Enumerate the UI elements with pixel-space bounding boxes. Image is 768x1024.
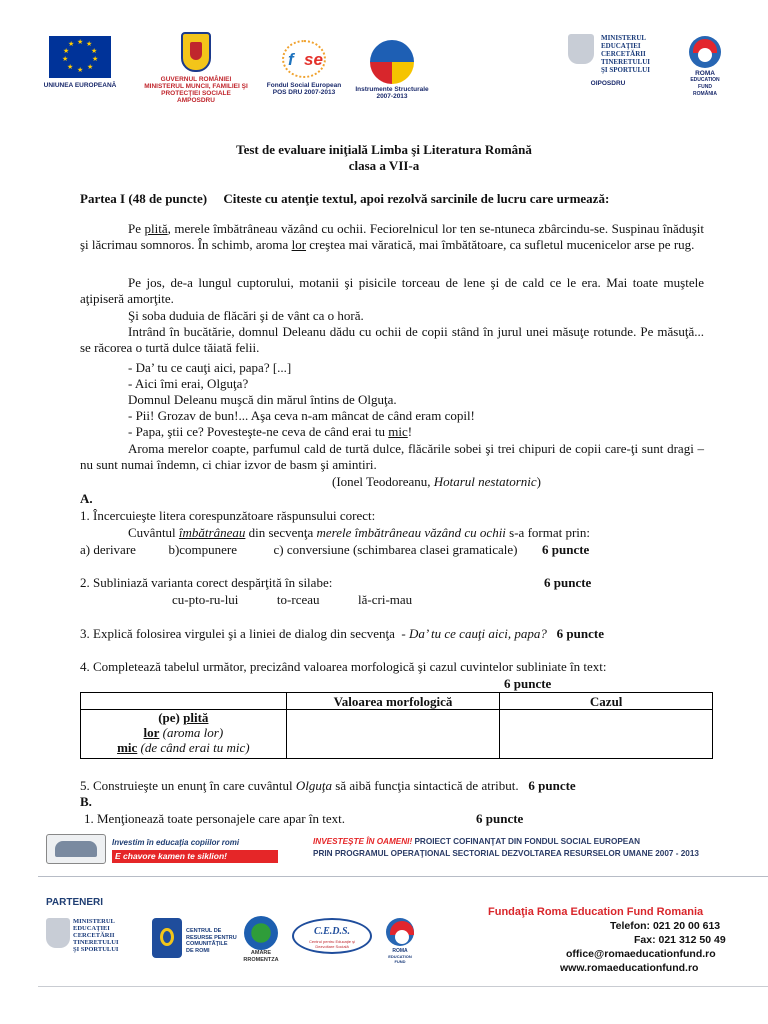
slogan-romanian: Investim în educaţia copiilor romi (112, 838, 240, 847)
government-logo: GUVERNUL ROMÂNIEI MINISTERUL MUNCII, FAMILIEI ŞI PROTECŢIEI SOCIALE AMPOSDRU (142, 28, 250, 104)
fund-email[interactable]: office@romaeducationfund.ro (566, 948, 716, 960)
answer-cell-morphology[interactable] (286, 710, 500, 759)
partner-ref-logo: ROMA EDUCATION FUND (380, 918, 420, 964)
section-a-label: A. (80, 491, 93, 506)
text-source: (Ionel Teodoreanu, Hotarul nestatornic) (332, 474, 541, 489)
partner-ceds-logo (290, 918, 374, 954)
option-a[interactable]: a) derivare (80, 542, 136, 557)
section-b-label: B. (80, 794, 92, 809)
dialogue-line-4: - Pii! Grozav de bun!... Aşa ceva n-am mâncat de când eram copil! (128, 408, 475, 423)
ministry-education-logo: MINISTERUL EDUCAŢIEI CERCETĂRII TINERETULUI ŞI SPORTULUI OIPOSDRU (566, 34, 650, 87)
coat-of-arms-icon (181, 32, 211, 72)
amare-globe-icon (244, 916, 278, 950)
partner-crccr-logo: CENTRUL DE RESURSE PENTRU COMUNITĂŢILE DE ROMI (152, 918, 238, 958)
dialogue-line-5: - Papa, ştii ce? Povesteşte-ne ceva de când erai tu mic! (128, 424, 413, 439)
structural-instruments-icon (370, 40, 414, 84)
fse-logo: f se Fondul Social European POS DRU 2007-2013 (266, 32, 342, 96)
table-header-case: Cazul (500, 693, 713, 710)
fund-fax: Fax: 021 312 50 49 (634, 934, 726, 946)
partners-title: PARTENERI (46, 897, 104, 908)
syllable-option-2[interactable]: to-rceau (276, 592, 320, 607)
footer-bottom-line (38, 986, 768, 987)
fund-name: Fundaţia Roma Education Fund Romania (488, 906, 704, 918)
fse-icon: f se (282, 40, 326, 78)
footer-divider (38, 876, 768, 877)
fund-phone: Telefon: 021 20 00 613 (610, 920, 721, 932)
partner-ministry-logo: MINISTERUL EDUCAŢIEI CERCETĂRII TINERETULUI ŞI SPORTULUI (46, 918, 146, 953)
table-header-word (81, 693, 287, 710)
question-3: 3. Explică folosirea virgulei şi a liniei de dialog din secvenţa - Da’ tu ce cauţi aici, papa? 6 puncte (80, 626, 604, 641)
question-4: 4. Completează tabelul următor, precizând valoarea morfologică şi cazul cuvintelor subliniate în text: (80, 659, 607, 674)
crccr-icon (152, 918, 182, 958)
structural-instruments-logo: Instrumente Structurale 2007-2013 (352, 36, 432, 100)
question-1-context: Cuvântul îmbătrâneau din secvenţa merele îmbătrâneau văzând cu ochii s-a format prin: (128, 525, 591, 540)
slogan-romani: E chavore kamen te siklion! (112, 850, 278, 863)
dialogue-line-1: - Da’ tu ce cauţi aici, papa? [...] (128, 360, 292, 375)
question-1-options (80, 542, 720, 558)
question-2-points: 6 puncte (544, 575, 592, 590)
morphology-table (80, 692, 713, 759)
question-b1: 1. Menţionează toate personajele care apar în text. (84, 811, 345, 826)
header-logos (0, 28, 768, 113)
dialogue-line-2: - Aici îmi erai, Olguţa? (128, 376, 249, 391)
invest-line-1: INVESTEŞTE ÎN OAMENI! PROIECT COFINANŢAT DIN FONDUL SOCIAL EUROPEAN (313, 837, 641, 846)
ministry-crest-icon (568, 34, 594, 64)
part1-heading: Partea I (48 de puncte) Citeste cu atenţie textul, apoi rezolvă sarcinile de lucru care urmează: (80, 191, 610, 206)
text-paragraph-1: Pe plită, merele îmbătrâneau văzând cu ochii. Feciorelnicul lor ten se-ntuneca zbârcindu-se. Suspinau înăduşit şi lăcrimau somnoros. În schimb, aroma lor creştea mai văratică, mai îmbătătoare, ca sufletul mucenicelor arse pe rug. (80, 221, 705, 252)
document-title: Test de evaluare iniţială Limba şi Literatura Română clasa a VII-a (236, 142, 532, 173)
ceds-icon: C.E.D.S. Centrul pentru Educaţie şi Dezvoltare Socială (292, 918, 372, 954)
option-c[interactable]: c) conversiune (schimbarea clasei gramaticale) (273, 542, 518, 557)
table-words-cell: (pe) plită lor (aroma lor) mic (de când erai tu mic) (81, 710, 287, 759)
eu-logo (34, 28, 126, 89)
question-2-options (172, 592, 572, 608)
question-5: 5. Construieşte un enunţ în care cuvântul Olguţa să aibă funcţia sintactică de atribut. 6 puncte (80, 778, 576, 793)
project-footer-band (38, 832, 768, 868)
option-b[interactable]: b)compunere (168, 542, 238, 557)
ministry-crest-icon (46, 918, 70, 948)
eu-flag-icon: ★ ★ ★ ★ ★ ★ ★ ★ ★ ★ (49, 36, 111, 78)
question-2: 2. Subliniază varianta corect despărţită în silabe: (80, 575, 333, 590)
text-paragraph-2: Pe jos, de-a lungul cuptorului, motanii şi pisicile torceau de lene şi de cald ce le era. Mai toate muştele aţipiseră amorţite. (80, 275, 704, 306)
ref-icon (689, 36, 721, 68)
question-4-points: 6 puncte (504, 676, 552, 691)
roma-children-logo-icon (46, 834, 106, 864)
syllable-option-1[interactable]: cu-pto-ru-lui (172, 592, 239, 607)
text-paragraph-4: Intrând în bucătărie, domnul Deleanu dădu cu ochii de copii stând în jurul unei măsuţe rotunde. Pe măsuţă... se răcorea o turtă dulce tăiată felii. (80, 324, 704, 355)
eu-caption: UNIUNEA EUROPEANĂ (43, 82, 117, 89)
fund-website[interactable]: www.romaeducationfund.ro (560, 962, 699, 974)
partner-amare-logo: AMARE RROMENTZA (236, 916, 286, 963)
syllable-option-3[interactable]: lă-cri-mau (358, 592, 413, 607)
question-1-points: 6 puncte (542, 542, 590, 557)
dialogue-line-3: Domnul Deleanu muşcă din mărul întins de Olguţa. (128, 392, 397, 407)
invest-line-2: PRIN PROGRAMUL OPERAŢIONAL SECTORIAL DEZVOLTAREA RESURSELOR UMANE 2007 - 2013 (313, 849, 699, 858)
question-1: 1. Încercuieşte litera corespunzătoare răspunsului corect: (80, 508, 376, 523)
table-header-morphology: Valoarea morfologică (286, 693, 500, 710)
answer-cell-case[interactable] (500, 710, 713, 759)
text-paragraph-5: Aroma merelor coapte, parfumul cald de turtă dulce, flăcările sobei şi trei chipuri de copii care-ţi sunt dragi – nu sunt numai îndemn, ci chiar izvor de basm şi amintiri. (80, 441, 704, 472)
text-paragraph-3: Şi soba duduia de flăcări şi de vânt ca o horă. (128, 308, 364, 323)
roma-education-fund-logo: ROMA EDUCATION FUND ROMÂNIA (682, 36, 728, 98)
question-b1-points: 6 puncte (476, 811, 524, 826)
ref-icon (386, 918, 414, 946)
